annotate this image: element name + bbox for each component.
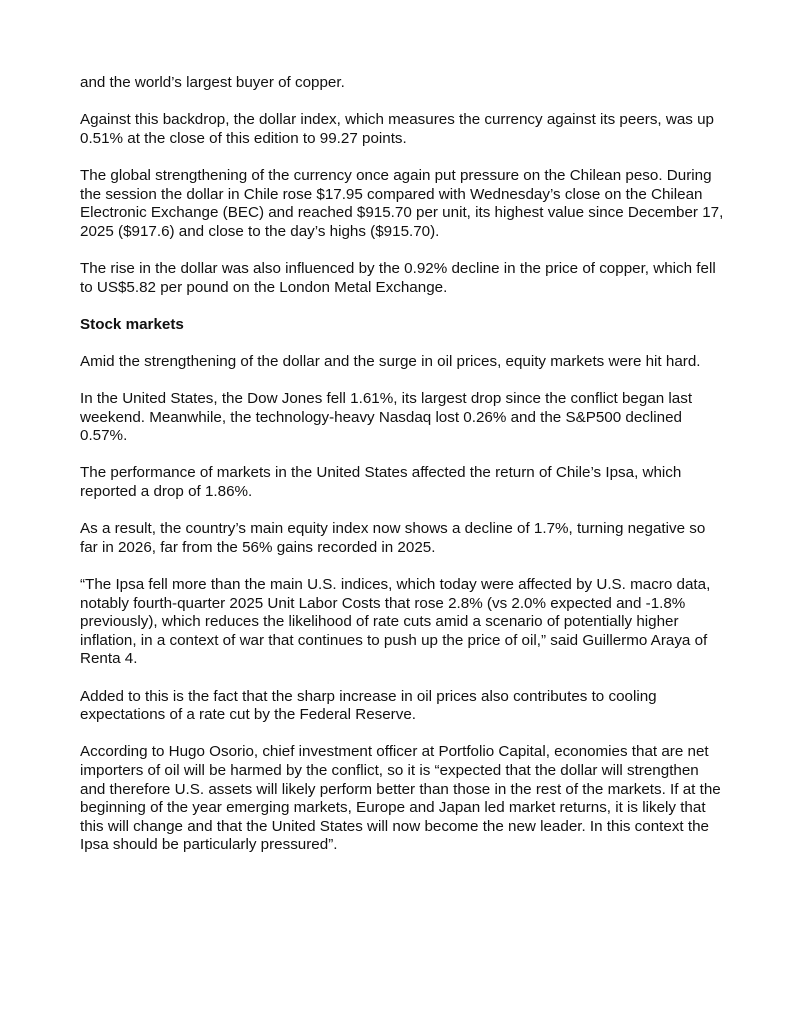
paragraph-fed-expectations: Added to this is the fact that the sharp increase in oil prices also contributes to cooling expectations of a rate cut by the Federal Reserve. — [80, 687, 657, 724]
paragraph-equity-markets: Amid the strengthening of the dollar and the surge in oil prices, equity markets were hit hard. — [80, 352, 701, 370]
document-page — [80, 74, 726, 874]
paragraph-ipsa-ytd: As a result, the country’s main equity index now shows a decline of 1.7%, turning negative so far in 2026, far from the 56% gains recorded in 2025. — [80, 520, 706, 556]
section-heading-stock-markets: Stock markets — [80, 315, 184, 333]
paragraph-dollar-index: Against this backdrop, the dollar index, which measures the currency against its peers, was up 0.51% at the close of this edition to 99.27 points. — [80, 111, 714, 147]
paragraph-osorio-quote: According to Hugo Osorio, chief investment officer at Portfolio Capital, economies that are net importers of oil will be harmed by the conflict, so it is “expected that the dollar will strengthen and therefore U.S. assets will likely perform better than those in the rest of the markets. If at the beginning of the year emerging markets, Europe and Japan led market returns, it is likely that this will change and that the United States will now become the new leader. In this context the Ipsa should be particularly pressured”. — [80, 743, 721, 854]
paragraph-us-indices: In the United States, the Dow Jones fell 1.61%, its largest drop since the conflict began last weekend. Meanwhile, the technology-heavy Nasdaq lost 0.26% and the S&P500 declined 0.57%. — [80, 390, 693, 445]
paragraph-copper-price: The rise in the dollar was also influenced by the 0.92% decline in the price of copper, which fell to US$5.82 per pound on the London Metal Exchange. — [80, 259, 716, 296]
paragraph-chilean-peso: The global strengthening of the currency once again put pressure on the Chilean peso. During the session the dollar in Chile rose $17.95 compared with Wednesday’s close on the Chilean Electronic Exchange (BEC) and reached $915.70 per unit, its highest value since December 17, 2025 ($917.6) and close to the day’s highs ($915.70). — [80, 166, 724, 240]
paragraph-araya-quote: “The Ipsa fell more than the main U.S. indices, which today were affected by U.S. macro data, notably fourth-quarter 2025 Unit Labor Costs that rose 2.8% (vs 2.0% expected and -1.8% previously), which reduces the likelihood of rate cuts amid a scenario of potentially higher inflation, in a context of war that continues to push up the price of oil,” said Guillermo Araya of Renta 4. — [80, 576, 711, 668]
paragraph-copper-buyer: and the world’s largest buyer of copper. — [80, 74, 345, 91]
paragraph-ipsa-return: The performance of markets in the United States affected the return of Chile’s Ipsa, which reported a drop of 1.86%. — [80, 464, 682, 501]
